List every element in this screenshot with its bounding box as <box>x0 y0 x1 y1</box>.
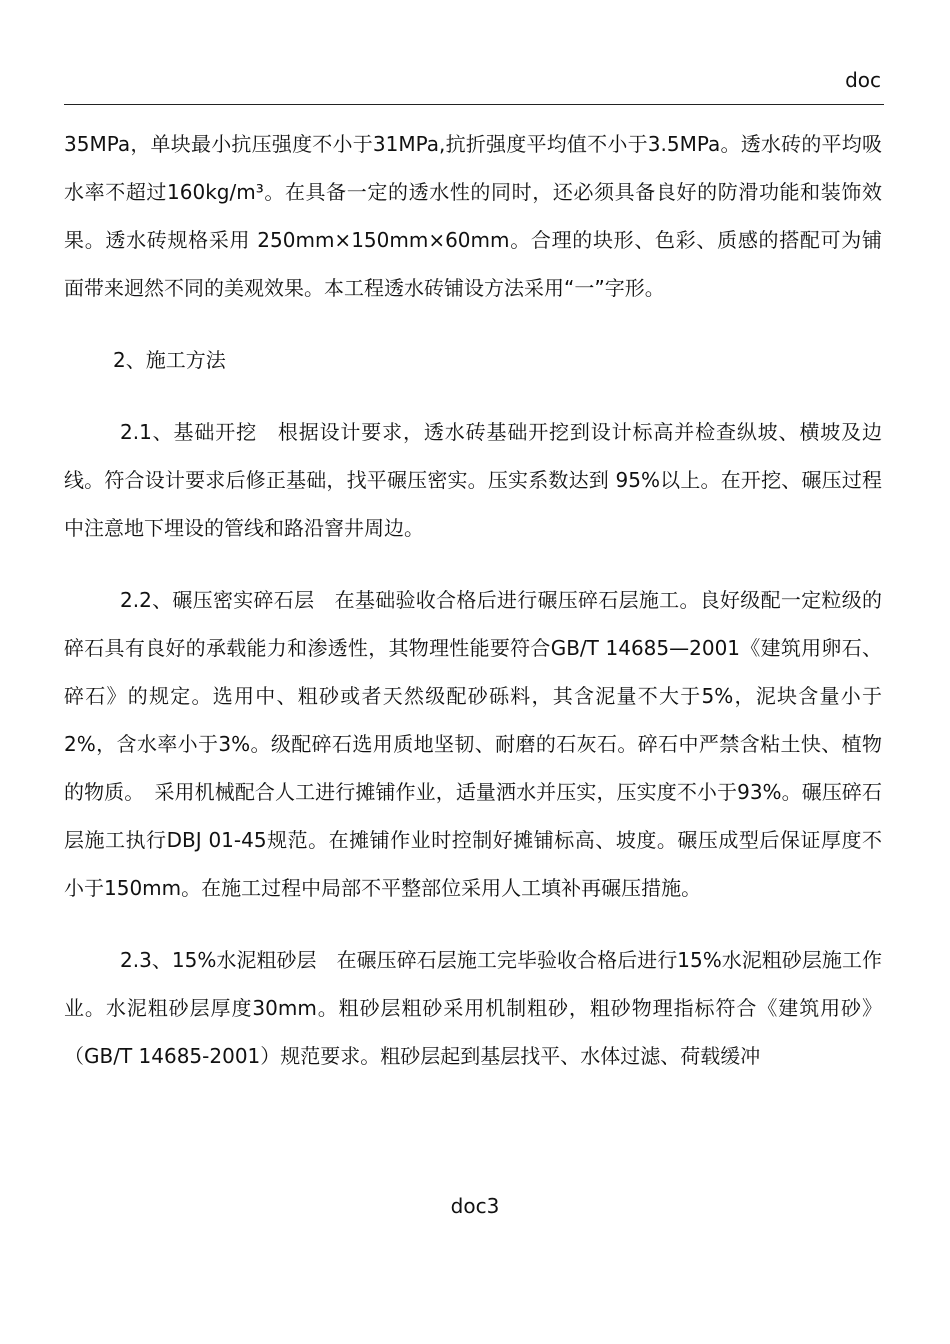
document-body <box>64 120 882 1080</box>
paragraph-permeable-brick-specs: 35MPa，单块最小抗压强度不小于31MPa,抗折强度平均值不小于3.5MPa。透水砖的平均吸水率不超过160kg/m³。在具备一定的透水性的同时，还必须具备良好的防滑功能和装饰效果。透水砖规格采用 250mm×150mm×60mm。合理的块形、色彩、质感的搭配可为铺面带来迥然不同的美观效果。本工程透水砖铺设方法采用“一”字形。 <box>64 132 882 300</box>
paragraph-cement-sand-layer: 2.3、15%水泥粗砂层 在碾压碎石层施工完毕验收合格后进行15%水泥粗砂层施工作业。水泥粗砂层厚度30mm。粗砂层粗砂采用机制粗砂，粗砂物理指标符合《建筑用砂》（GB/T 14685-2001）规范要求。粗砂层起到基层找平、水体过滤、荷载缓冲 <box>64 948 882 1068</box>
section-heading-construction-method: 2、施工方法 <box>113 348 226 372</box>
page-header-label: doc <box>845 68 881 92</box>
header-divider <box>64 104 884 105</box>
paragraph-compacted-gravel-layer: 2.2、碾压密实碎石层 在基础验收合格后进行碾压碎石层施工。良好级配一定粒级的碎石具有良好的承载能力和渗透性，其物理性能要符合GB/T 14685—2001《建筑用卵石、碎石》的规定。选用中、粗砂或者天然级配砂砾料，其含泥量不大于5%，泥块含量小于2%，含水率小于3%。级配碎石选用质地坚韧、耐磨的石灰石。碎石中严禁含粘土快、植物的物质。 采用机械配合人工进行摊铺作业，适量洒水并压实，压实度不小于93%。碾压碎石层施工执行DBJ 01-45规范。在摊铺作业时控制好摊铺标高、坡度。碾压成型后保证厚度不小于150mm。在施工过程中局部不平整部位采用人工填补再碾压措施。 <box>64 588 882 900</box>
paragraph-foundation-excavation: 2.1、基础开挖 根据设计要求，透水砖基础开挖到设计标高并检查纵坡、横坡及边线。符合设计要求后修正基础，找平碾压密实。压实系数达到 95%以上。在开挖、碾压过程中注意地下埋设的管线和路沿窨井周边。 <box>64 420 882 540</box>
page-footer-label: doc3 <box>450 1194 500 1218</box>
